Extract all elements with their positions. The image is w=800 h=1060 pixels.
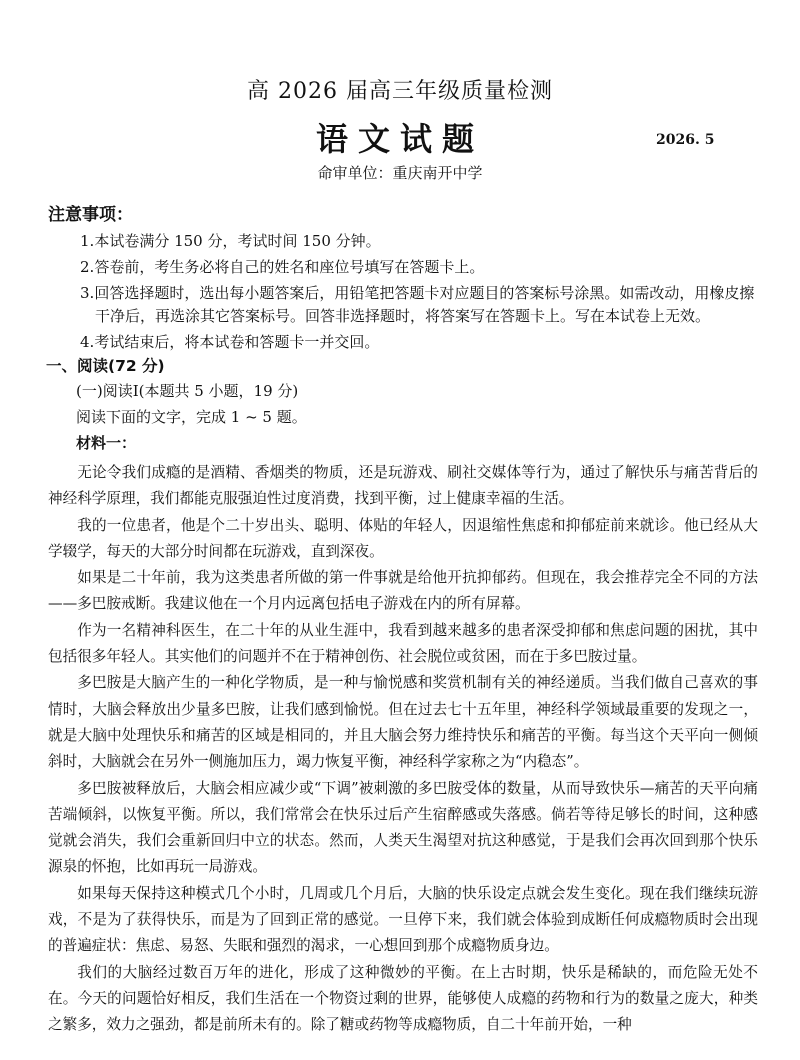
notice-number: 1. [80, 232, 95, 250]
article-paragraph: 我们的大脑经过数百万年的进化，形成了这种微妙的平衡。在上古时期，快乐是稀缺的，而危险无处不在。今天的问题恰好相反，我们生活在一个物资过剩的世界，能够使人成瘾的药物和行为的数量之庞大，种类之繁多，效力之强劲，都是前所未有的。除了糖或药物等成瘾物质，自二十年前开始，一种 [48, 963, 758, 1034]
notice-number: 3. [80, 284, 95, 302]
subject-title: 语文试题 [315, 120, 484, 158]
notice-item [80, 282, 760, 328]
article-paragraph: 多巴胺是大脑产生的一种化学物质，是一种与愉悦感和奖赏机制有关的神经递质。当我们做自己喜欢的事情时，大脑会释放出少量多巴胺，让我们感到愉悦。但在过去七十五年里，神经科学领域最重要的发现之一，就是大脑中处理快乐和痛苦的区域是相同的，并且大脑会努力维持快乐和痛苦的平衡。每当这个天平向一侧倾斜时，大脑就会在另外一侧施加压力，竭力恢复平衡，神经科学家称之为“内稳态”。 [48, 674, 758, 771]
setter-unit: 命审单位：重庆南开中学 [317, 164, 483, 182]
notice-text-continued: 干净后，再选涂其它答案标号。回答非选择题时，将答案写在答题卡上。写在本试卷上无效。 [95, 307, 711, 325]
notice-text: 本试卷满分 150 分，考试时间 150 分钟。 [94, 232, 381, 250]
notice-item [80, 230, 760, 253]
exam-title: 高 2026 届高三年级质量检测 [247, 79, 553, 104]
sub-heading: (一)阅读Ⅰ(本题共 5 小题，19 分) [76, 382, 299, 400]
notice-number: 2. [80, 258, 95, 276]
article-paragraph: 无论令我们成瘾的是酒精、香烟类的物质，还是玩游戏、刷社交媒体等行为，通过了解快乐与痛苦背后的神经科学原理，我们都能克服强迫性过度消费，找到平衡，过上健康幸福的生活。 [48, 464, 758, 508]
notice-number: 4. [80, 333, 95, 351]
notice-list [80, 230, 760, 357]
reading-instruction: 阅读下面的文字，完成 1 ~ 5 题。 [76, 408, 307, 426]
section-heading: 一、阅读(72 分) [46, 357, 165, 375]
notice-heading: 注意事项： [48, 205, 133, 225]
article-paragraph: 作为一名精神科医生，在二十年的从业生涯中，我看到越来越多的患者深受抑郁和焦虑问题的困扰，其中包括很多年轻人。其实他们的问题并不在于精神创伤、社会脱位或贫困，而在于多巴胺过量。 [48, 621, 758, 666]
notice-item [80, 256, 760, 279]
article-body [48, 460, 758, 1039]
article-paragraph: 多巴胺被释放后，大脑会相应减少或“下调”被刺激的多巴胺受体的数量，从而导致快乐—痛苦的天平向痛苦端倾斜，以恢复平衡。所以，我们常常会在快乐过后产生宿醉感或失落感。倘若等待足够长的时间，这种感觉就会消失，我们会重新回归中立的状态。然而，人类天生渴望对抗这种感觉，于是我们会再次回到那个快乐源泉的怀抱，比如再玩一局游戏。 [48, 779, 758, 876]
exam-date: 2026. 5 [656, 132, 715, 148]
material-label: 材料一： [76, 434, 137, 452]
article-paragraph: 如果每天保持这种模式几个小时，几周或几个月后，大脑的快乐设定点就会发生变化。现在我们继续玩游戏，不是为了获得快乐，而是为了回到正常的感觉。一旦停下来，我们就会体验到成断任何成瘾物质时会出现的普遍症状：焦虑、易怒、失眠和强烈的渴求，一心想回到那个成瘾物质身边。 [48, 884, 758, 955]
notice-item [80, 331, 760, 354]
notice-text: 答卷前，考生务必将自己的姓名和座位号填写在答题卡上。 [94, 258, 485, 276]
article-paragraph: 如果是二十年前，我为这类患者所做的第一件事就是给他开抗抑郁药。但现在，我会推荐完全不同的方法——多巴胺戒断。我建议他在一个月内远离包括电子游戏在内的所有屏幕。 [48, 569, 758, 613]
article-paragraph: 我的一位患者，他是个二十岁出头、聪明、体贴的年轻人，因退缩性焦虑和抑郁症前来就诊。他已经从大学辍学，每天的大部分时间都在玩游戏，直到深夜。 [48, 516, 758, 560]
notice-text: 考试结束后，将本试卷和答题卡一并交回。 [94, 333, 380, 351]
notice-text: 回答选择题时，选出每小题答案后，用铅笔把答题卡对应题目的答案标号涂黑。如需改动，用橡皮擦 [94, 284, 755, 302]
